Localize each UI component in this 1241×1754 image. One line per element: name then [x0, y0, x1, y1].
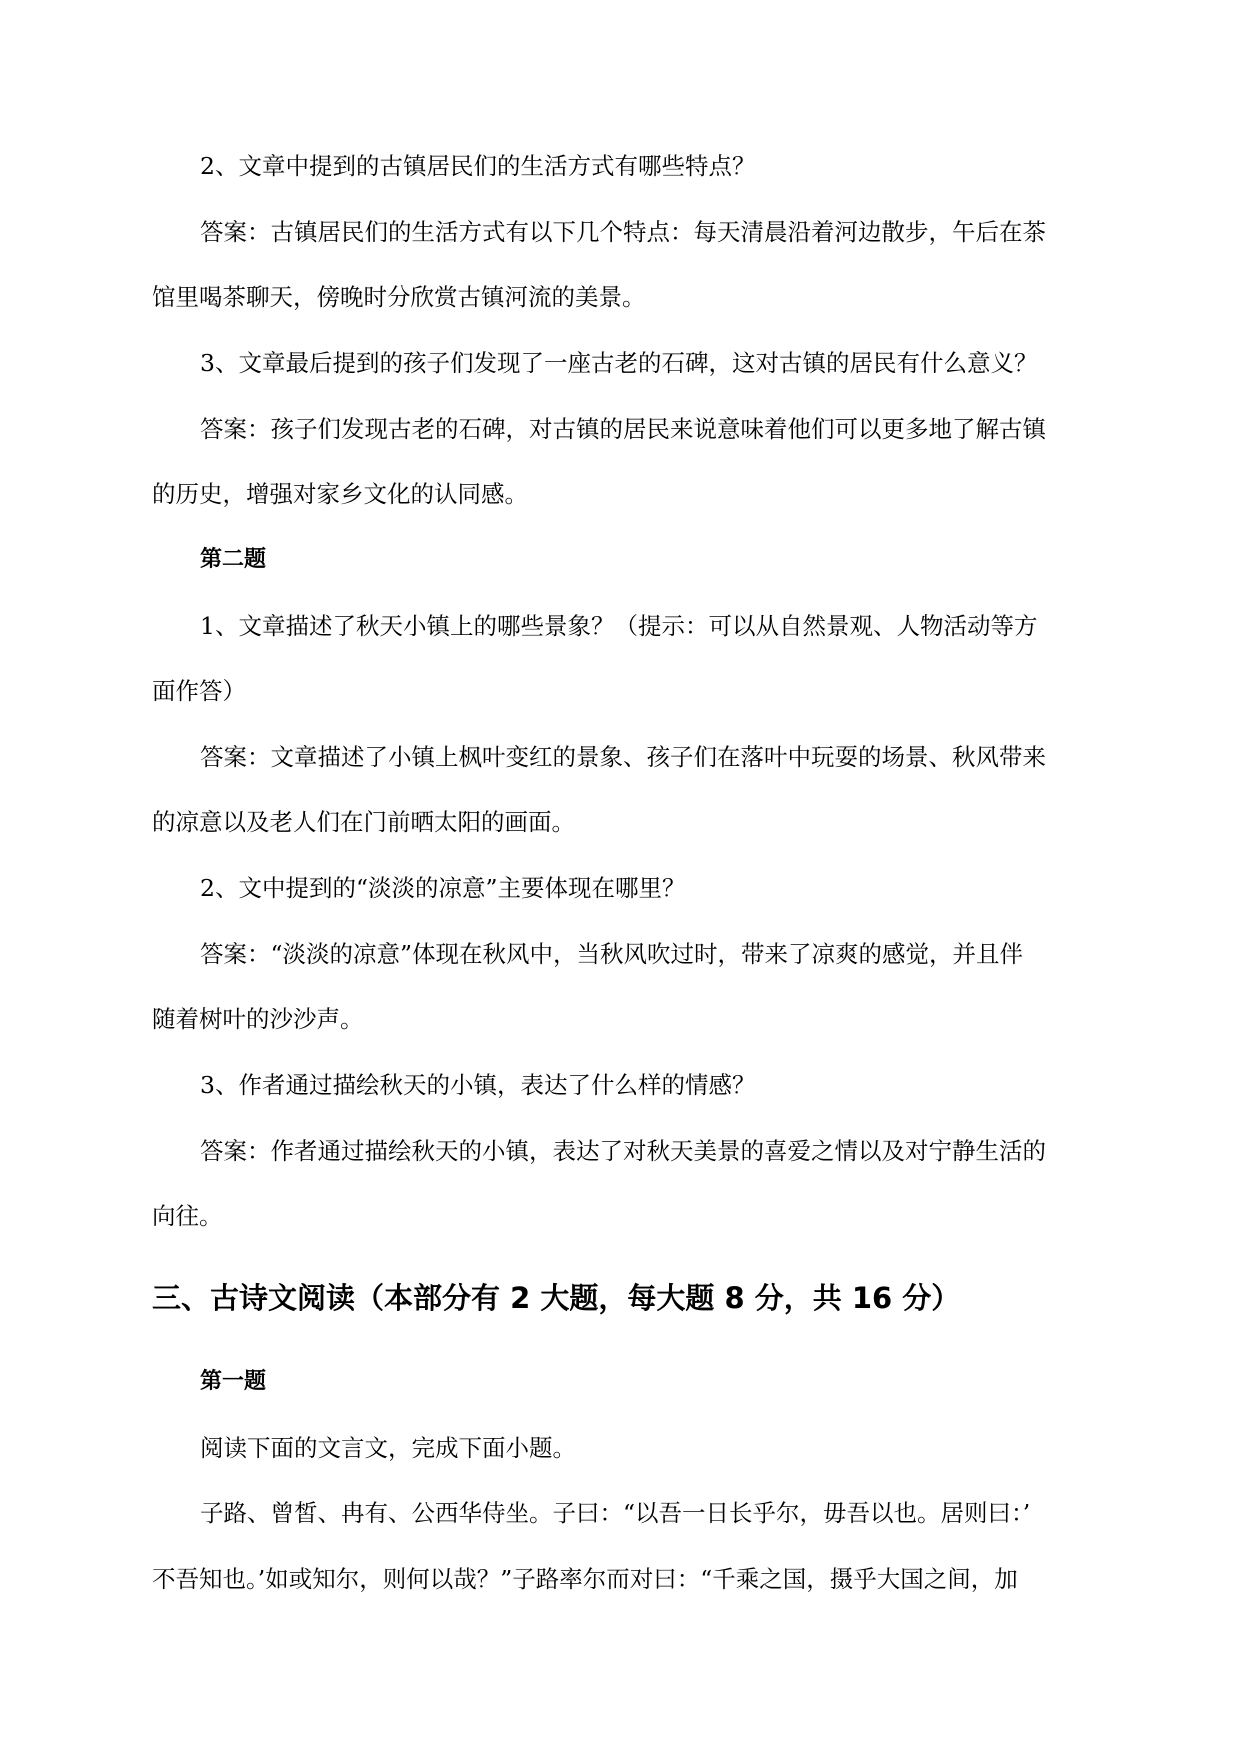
question-2-2-text: 2、文中提到的“淡淡的凉意”主要体现在哪里？	[200, 874, 686, 902]
answer-2-line-1: 答案：古镇居民们的生活方式有以下几个特点：每天清晨沿着河边散步，午后在茶	[200, 218, 1046, 246]
question-3-text: 3、文章最后提到的孩子们发现了一座古老的石碑，这对古镇的居民有什么意义？	[200, 349, 1038, 377]
section-heading-second-question: 第二题	[200, 547, 267, 572]
question-2-1-line-2: 面作答）	[152, 677, 246, 705]
section-title-classical-reading: 三、古诗文阅读（本部分有 2 大题，每大题 8 分，共 16 分）	[152, 1281, 961, 1315]
reading-instruction: 阅读下面的文言文，完成下面小题。	[200, 1434, 576, 1462]
answer-3-line-2: 的历史，增强对家乡文化的认同感。	[152, 480, 528, 508]
classical-text-line-1: 子路、曾皙、冉有、公西华侍坐。子曰：“以吾一日长乎尔，毋吾以也。居则曰：’	[200, 1499, 1031, 1527]
answer-3-line-1: 答案：孩子们发现古老的石碑，对古镇的居民来说意味着他们可以更多地了解古镇	[200, 415, 1046, 443]
answer-2-2-line-2: 随着树叶的沙沙声。	[152, 1005, 364, 1033]
question-2-3-text: 3、作者通过描绘秋天的小镇，表达了什么样的情感？	[200, 1071, 756, 1099]
answer-2-3-line-2: 向往。	[152, 1202, 223, 1230]
answer-2-line-2: 馆里喝茶聊天，傍晚时分欣赏古镇河流的美景。	[152, 283, 646, 311]
answer-2-2-line-1: 答案：“淡淡的凉意”体现在秋风中，当秋风吹过时，带来了凉爽的感觉，并且伴	[200, 940, 1024, 968]
question-2-1-line-1: 1、文章描述了秋天小镇上的哪些景象？（提示：可以从自然景观、人物活动等方	[200, 612, 1038, 640]
section-heading-first-question: 第一题	[200, 1369, 267, 1394]
question-2-text: 2、文章中提到的古镇居民们的生活方式有哪些特点？	[200, 152, 756, 180]
answer-2-3-line-1: 答案：作者通过描绘秋天的小镇，表达了对秋天美景的喜爱之情以及对宁静生活的	[200, 1137, 1046, 1165]
answer-2-1-line-1: 答案：文章描述了小镇上枫叶变红的景象、孩子们在落叶中玩耍的场景、秋风带来	[200, 743, 1046, 771]
answer-2-1-line-2: 的凉意以及老人们在门前晒太阳的画面。	[152, 808, 575, 836]
classical-text-line-2: 不吾知也。’如或知尔，则何以哉？”子路率尔而对曰：“千乘之国，摄乎大国之间，加	[152, 1565, 1018, 1593]
